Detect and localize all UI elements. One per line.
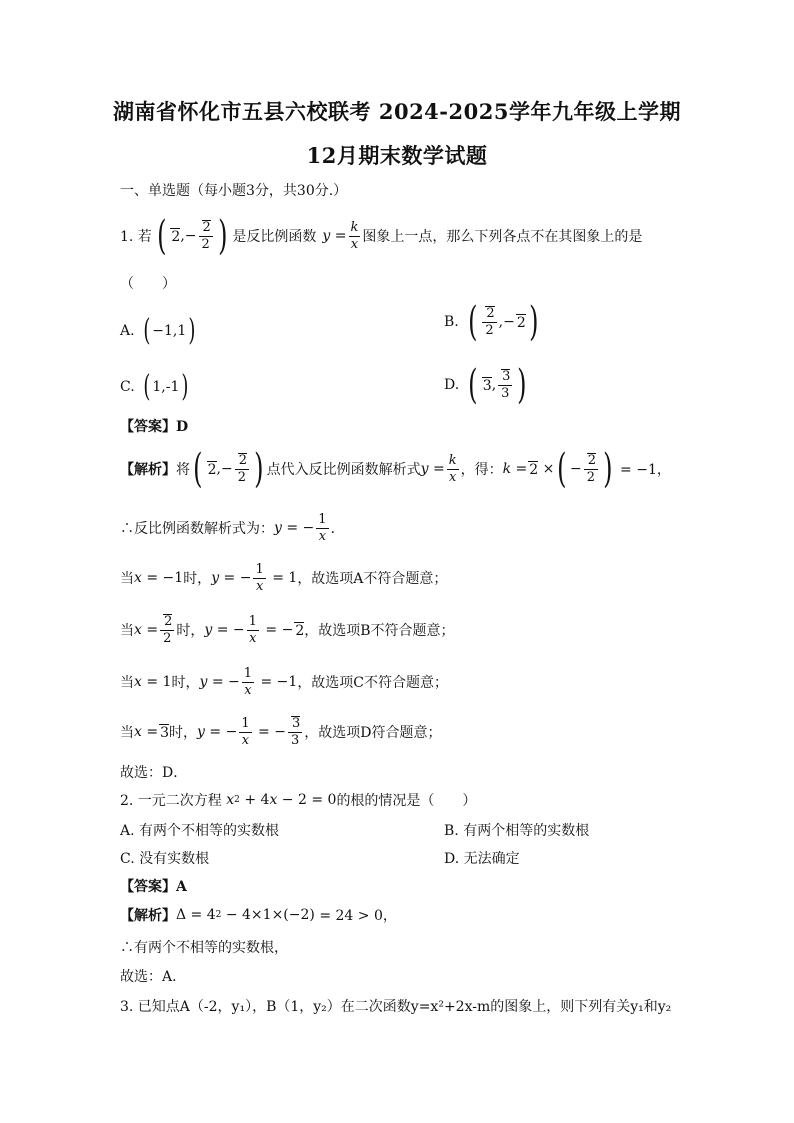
q1-option-d[interactable]: D. ( 3 , $\frac{3}{3}$ ) bbox=[444, 362, 527, 408]
section-heading: 一、单选题（每小题3分，共30分.） bbox=[120, 183, 348, 199]
q1-therefore: ∴反比例函数解析式为： y = − $\frac{1}{x}$ ． bbox=[120, 511, 345, 544]
q2-answer: 【答案】A bbox=[120, 879, 187, 895]
q1-paren: （ ） bbox=[120, 276, 176, 292]
option-c-label: C. bbox=[120, 379, 135, 395]
q1-case-c: 当 x = 1 时， y = − $\frac{1}{x}$ = −1 ，故选项C不符合题意； bbox=[120, 665, 449, 698]
q2-option-b[interactable]: B. 有两个相等的实数根 bbox=[444, 823, 590, 839]
title-line-2: 12月期末数学试题 bbox=[306, 143, 488, 168]
q1-function: y = bbox=[322, 228, 347, 244]
q1-stem: 1. 若 ( 2 ,− $\frac{2}{2}$ ) 是反比例函数 y = $\frac{k}{x}$ 图象上一点，那么下列各点不在其图象上的是 bbox=[120, 213, 643, 259]
q1-mid: 是反比例函数 bbox=[232, 229, 317, 245]
q2-option-a[interactable]: A. 有两个不相等的实数根 bbox=[120, 823, 280, 839]
q2-option-c[interactable]: C. 没有实数根 bbox=[120, 851, 210, 867]
q2-option-d[interactable]: D. 无法确定 bbox=[444, 851, 520, 867]
q3-stem: 3. 已知点A（-2，y₁），B（1，y₂）在二次函数y=x²+2x-m的图象上，则下列有关y₁和y₂ bbox=[120, 999, 672, 1015]
q1-point: ( 2 ,− $\frac{2}{2}$ ) bbox=[156, 213, 228, 259]
q2-stem: 2. 一元二次方程 x 2 + 4 x − 2 = 0 的根的情况是（ ） bbox=[120, 792, 477, 809]
option-b-label: B. bbox=[444, 314, 459, 330]
q1-case-a: 当 x = −1 时， y = − $\frac{1}{x}$ = 1 ，故选项A不符合题意； bbox=[120, 561, 448, 594]
option-a-label: A. bbox=[120, 323, 135, 339]
q1-analysis: 【解析】 将 ( 2 ,− $\frac{2}{2}$ ) 点代入反比例函数解析式 y = $\frac{k}{x}$ ，得： k = 2 × ( − $\frac{2}{2}$ ) = −1， bbox=[120, 446, 671, 492]
q1-option-c[interactable]: C. ( 1,-1 ) bbox=[120, 369, 189, 404]
q1-case-b: 当 x = $\frac{2}{2}$ 时， y = − $\frac{1}{x}$ = − 2 ，故选项B不符合题意； bbox=[120, 613, 455, 646]
q2-choose: 故选：A． bbox=[120, 969, 187, 985]
q1-prefix: 1. 若 bbox=[120, 229, 152, 245]
q1-case-d: 当 x = 3 时， y = − $\frac{1}{x}$ = − $\frac{3}{3}$ ，故选项D符合题意； bbox=[120, 715, 442, 748]
q1-option-a[interactable]: A. ( −1,1 ) bbox=[120, 313, 196, 348]
q1-choose: 故选：D． bbox=[120, 765, 188, 781]
option-d-label: D. bbox=[444, 377, 460, 393]
q1-answer: 【答案】D bbox=[120, 419, 189, 435]
q1-option-b[interactable]: B. ( $\frac{2}{2}$ ,− 2 ) bbox=[444, 299, 539, 345]
q2-therefore: ∴有两个不相等的实数根， bbox=[120, 940, 288, 956]
q2-analysis: 【解析】 Δ = 4 2 − 4×1× ( −2 ) = 24 > 0， bbox=[120, 907, 397, 924]
q1-tail: 图象上一点，那么下列各点不在其图象上的是 bbox=[362, 229, 643, 245]
title-line-1: 湖南省怀化市五县六校联考 2024-2025学年九年级上学期 bbox=[113, 99, 681, 124]
